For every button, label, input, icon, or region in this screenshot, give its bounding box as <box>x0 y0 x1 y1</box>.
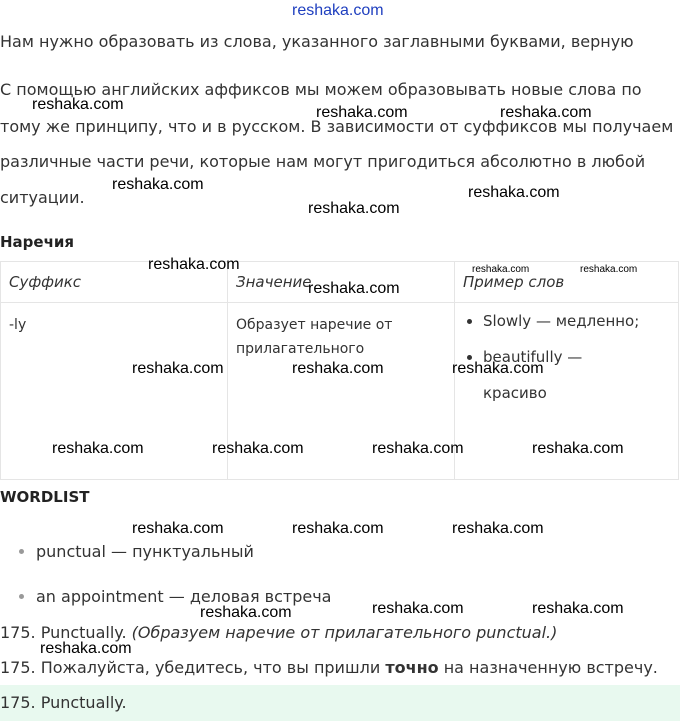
watermark: reshaka.com <box>40 640 132 657</box>
translation-text-end: на назначенную встречу. <box>438 658 658 677</box>
watermark: reshaka.com <box>472 264 530 275</box>
watermark: reshaka.com <box>148 256 240 273</box>
watermark: reshaka.com <box>308 200 400 217</box>
answer-note: (Образуем наречие от прилагательного punctual.) <box>131 623 558 642</box>
list-item: • Slowly — медленно; <box>483 303 670 339</box>
watermark: reshaka.com <box>52 440 144 457</box>
watermark: reshaka.com <box>580 264 638 275</box>
watermark: reshaka.com <box>372 600 464 617</box>
watermark: reshaka.com <box>132 360 224 377</box>
meaning-line-2: прилагательного <box>236 341 365 357</box>
watermark: reshaka.com <box>132 520 224 537</box>
answer-translation <box>0 658 658 677</box>
header-examples: Пример слов <box>455 262 679 303</box>
example-2-line-1: beautifully — <box>483 348 583 366</box>
list-item: • punctual — пунктуальный <box>36 536 331 581</box>
example-list <box>463 303 670 411</box>
translation-bold: точно <box>385 658 439 677</box>
suffix-value: -ly <box>9 317 27 333</box>
intro-line-3: тому же принципу, что и в русском. В зависимости от суффиксов мы получаем <box>0 117 674 136</box>
watermark: reshaka.com <box>452 520 544 537</box>
header-suffix: Суффикс <box>1 262 228 303</box>
wordlist-heading: WORDLIST <box>0 488 90 506</box>
watermark: reshaka.com <box>372 440 464 457</box>
watermark: reshaka.com <box>112 176 204 193</box>
example-2-line-2: красиво <box>483 384 547 402</box>
site-watermark: reshaka.com <box>292 2 384 19</box>
watermark: reshaka.com <box>200 604 292 621</box>
watermark: reshaka.com <box>32 96 124 113</box>
header-meaning: Значение <box>228 262 455 303</box>
watermark: reshaka.com <box>316 104 408 121</box>
watermark: reshaka.com <box>452 360 544 377</box>
watermark: reshaka.com <box>532 600 624 617</box>
watermark: reshaka.com <box>292 360 384 377</box>
intro-line-4: различные части речи, которые нам могут пригодиться абсолютно в любой <box>0 152 646 171</box>
intro-line-5: ситуации. <box>0 188 85 207</box>
intro-line-2: С помощью английских аффиксов мы можем образовывать новые слова по <box>0 80 642 99</box>
answer-word: 175. Punctually. <box>0 623 127 642</box>
list-item: • an appointment — деловая встреча <box>36 581 331 626</box>
watermark: reshaka.com <box>500 104 592 121</box>
watermark: reshaka.com <box>308 280 400 297</box>
meaning-line-1: Образует наречие от <box>236 317 393 333</box>
final-answer: 175. Punctually. <box>0 685 680 721</box>
watermark: reshaka.com <box>292 520 384 537</box>
intro-line-1: Нам нужно образовать из слова, указанного заглавными буквами, верную <box>0 32 634 51</box>
watermark: reshaka.com <box>468 184 560 201</box>
watermark: reshaka.com <box>212 440 304 457</box>
watermark: reshaka.com <box>532 440 624 457</box>
translation-text: 175. Пожалуйста, убедитесь, что вы пришли <box>0 658 386 677</box>
adverbs-heading: Наречия <box>0 233 75 251</box>
